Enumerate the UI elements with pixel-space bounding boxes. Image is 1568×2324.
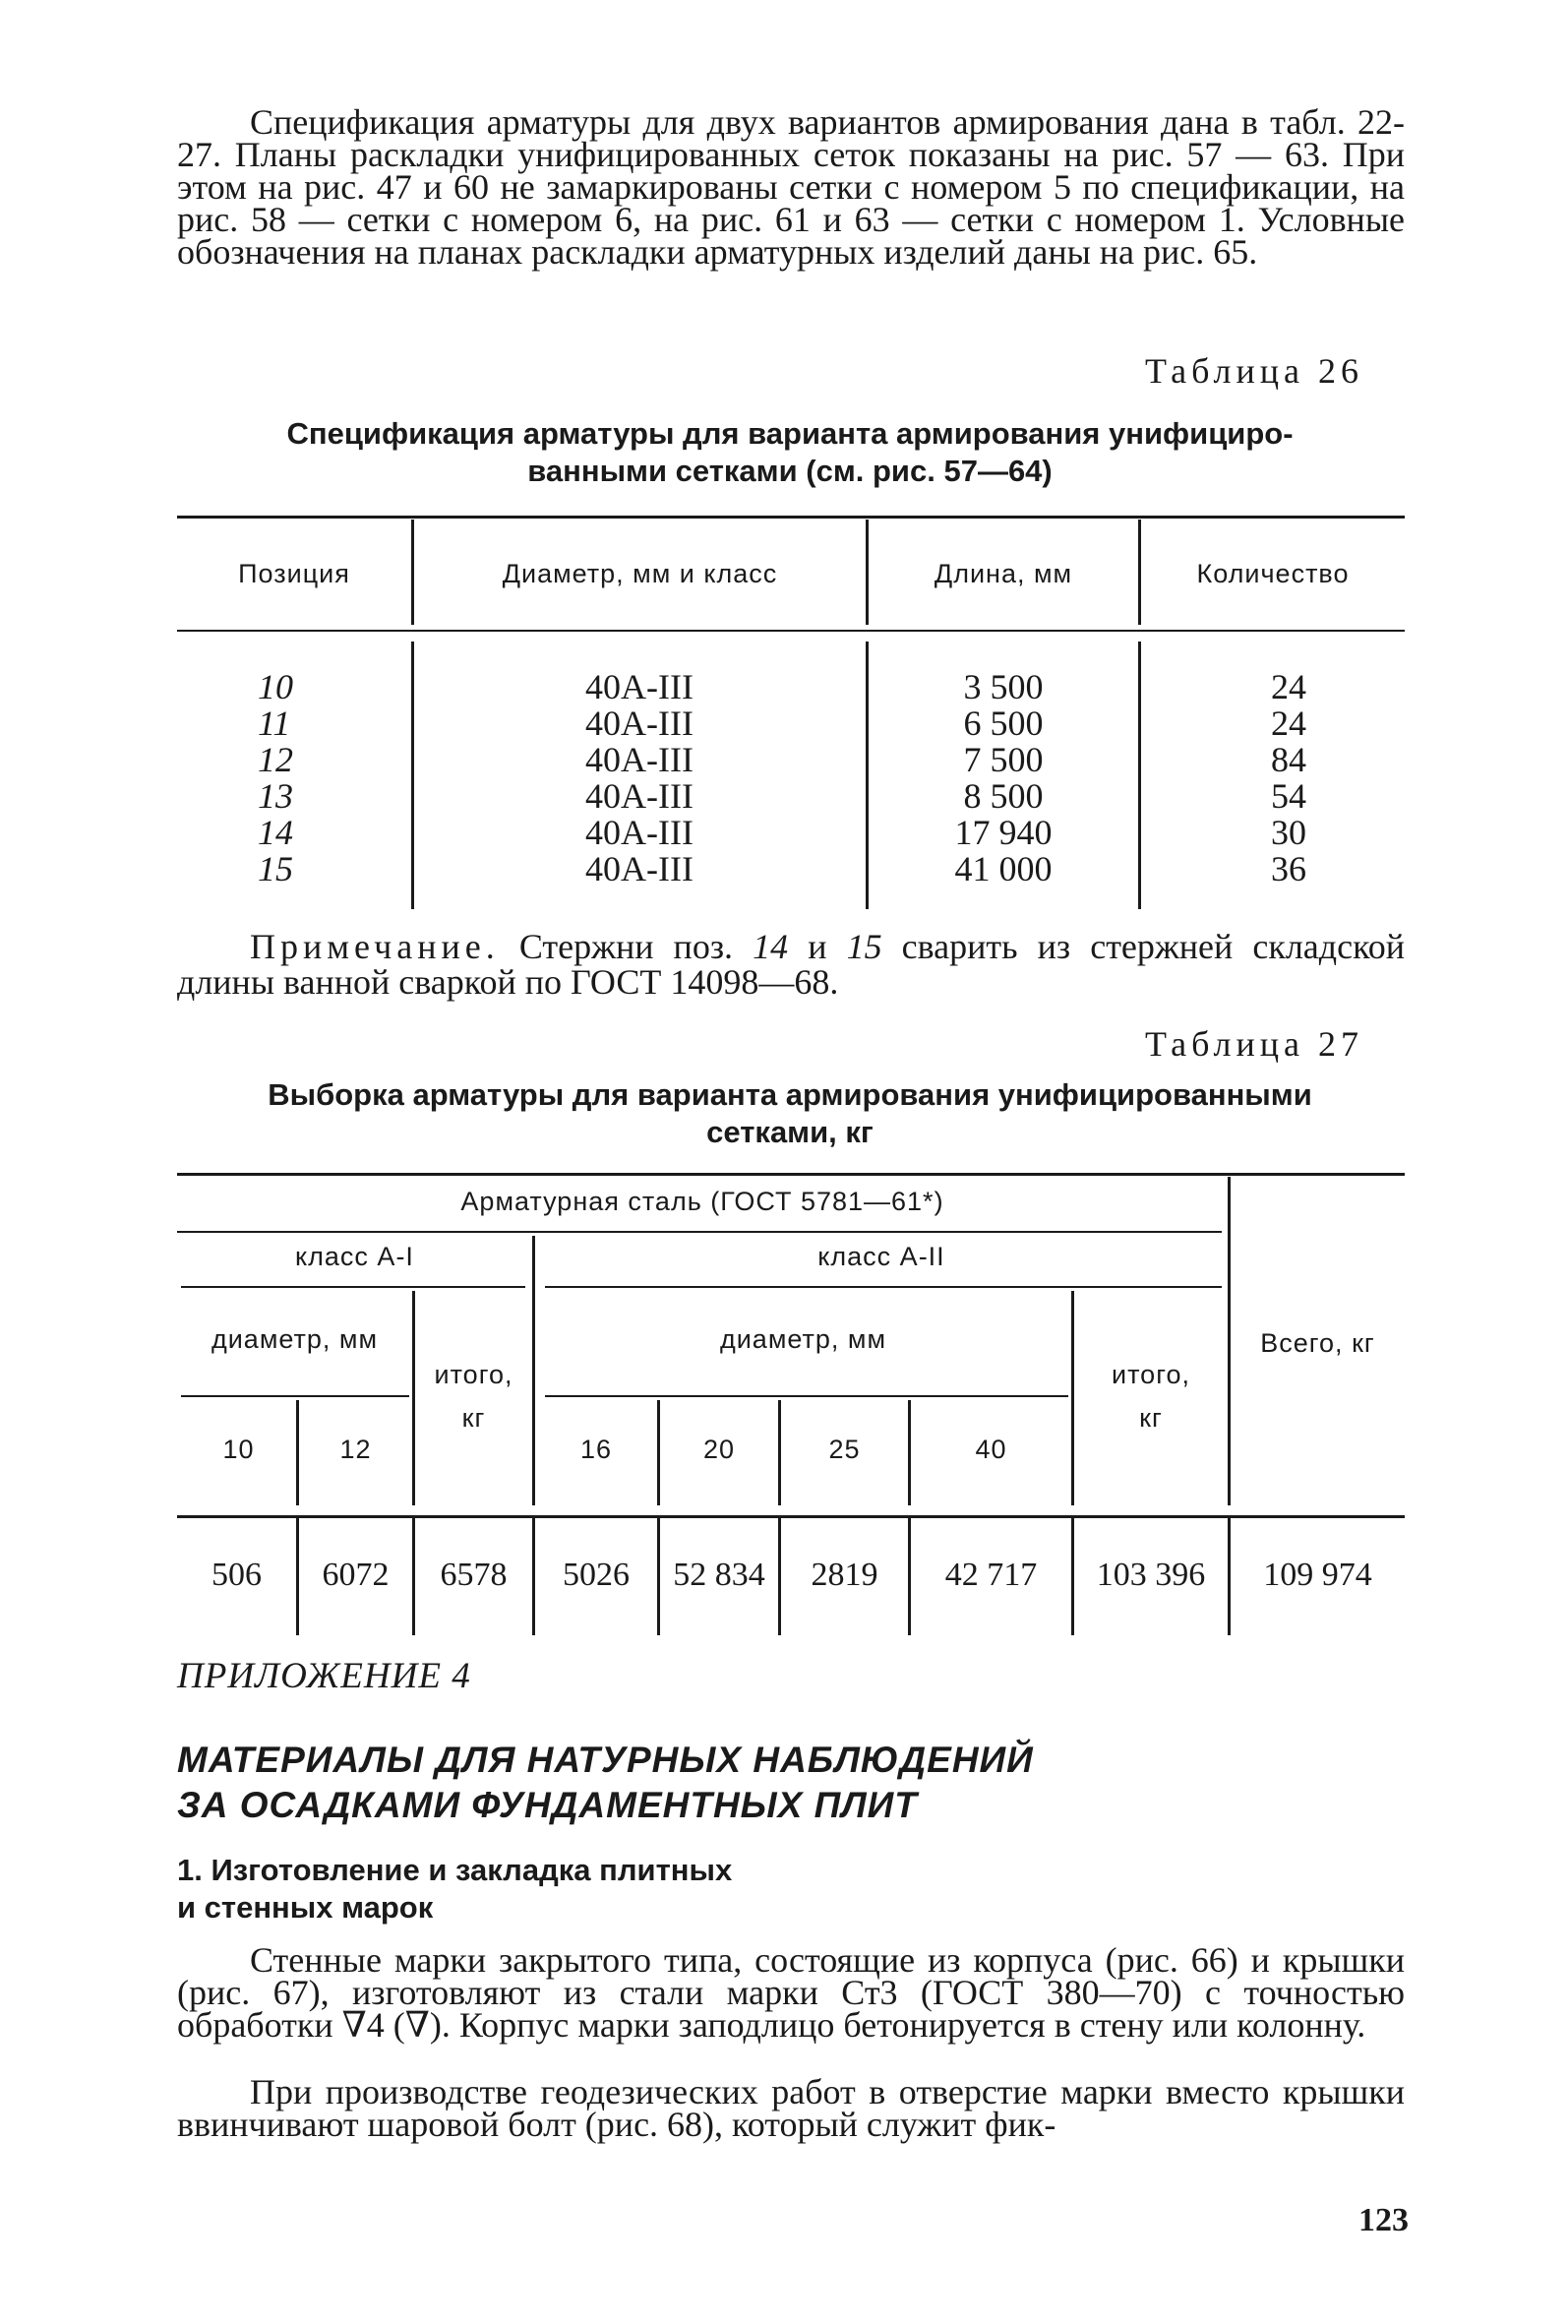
table27-diameter-12: 12 [339,1435,372,1464]
table27-header-grand-total: Всего, кг [1260,1328,1375,1358]
note-position-ref: 14 [753,927,789,966]
table26-cell-length: 41 000 [954,849,1053,888]
table26-cell-position: 14 [258,813,293,852]
table26-header-position: Позиция [238,559,350,588]
table27-diameter-16: 16 [579,1435,613,1464]
table26-header-quantity: Количество [1196,559,1350,588]
table26-top-rule [177,516,1405,519]
table27-header-total1-unit: кг [461,1403,486,1433]
table26-cell-diameter: 40А-III [585,703,694,743]
table27-caption-line1: Выборка арматуры для варианта армирования унифицированными [268,1077,1312,1112]
table27-vline [412,1291,415,1505]
table26-cell-position: 10 [258,667,293,706]
table26-cell-position: 13 [258,776,293,816]
table27-rule [181,1395,409,1397]
table27-header-steel: Арматурная сталь (ГОСТ 5781—61*) [460,1187,944,1216]
table26-length-column [885,669,1121,887]
table26-note [177,929,1405,1000]
table27-header-class1: класс А-I [295,1242,414,1271]
page-number: 123 [1358,2202,1409,2238]
table26-diameter-column [492,669,787,887]
table26-cell-diameter: 40А-III [585,776,694,816]
table26-position-column [258,669,307,887]
table27-value-a1-10: 506 [211,1557,262,1593]
table26-cell-position: 11 [258,703,291,743]
table27-diameter-10: 10 [222,1435,255,1464]
table26-cell-length: 3 500 [963,667,1044,706]
table26-cell-diameter: 40А-III [585,849,694,888]
table27-value-a1-12: 6072 [322,1557,390,1593]
section-heading [177,1738,1034,1828]
table27-value-a2-25: 2819 [811,1557,878,1593]
table26-vline [411,642,414,909]
table27-diameter-25: 25 [828,1435,861,1464]
table27-header-rule [177,1515,1405,1518]
table26-cell-quantity: 84 [1271,740,1306,779]
table26-label: Таблица 26 [1145,351,1363,391]
section-heading-line2: ЗА ОСАДКАМИ ФУНДАМЕНТНЫХ ПЛИТ [177,1785,918,1825]
table27-rule [545,1286,1222,1288]
section-heading-line1: МАТЕРИАЛЫ ДЛЯ НАТУРНЫХ НАБЛЮДЕНИЙ [177,1740,1034,1780]
intro-paragraph: Спецификация арматуры для двух вариантов армирования дана в табл. 22-27. Планы раскладки унифицированных сеток показаны на рис. 57 — 63. При этом на рис. 47 и 60 не замаркированы сетки с номером 5 по спецификации, на рис. 58 — сетки с номером 6, на рис. 61 и 63 — сетки с номером 1. Условные обозначения на планах раскладки арматурных изделий даны на рис. 65. [177,102,1405,272]
table26-cell-quantity: 30 [1271,813,1306,852]
table27-caption-line2: сетками, кг [706,1115,874,1149]
table27-value-a2-total: 103 396 [1096,1557,1206,1593]
table26-cell-quantity: 36 [1271,849,1306,888]
table27-header-diameter2: диаметр, мм [719,1324,887,1354]
appendix-title: ПРИЛОЖЕНИЕ 4 [177,1656,471,1696]
table26-caption-line2: ванными сетками (см. рис. 57—64) [527,454,1053,488]
table26-vline [866,642,869,909]
subsection-heading-line2: и стенных марок [177,1890,434,1925]
table26-header-rule [177,630,1405,632]
table26-vline [1138,642,1141,909]
table27-header-diameter1: диаметр, мм [211,1324,379,1354]
table27-vline [1071,1291,1074,1505]
table26-caption-line1: Спецификация арматуры для варианта армирования унифициро- [286,416,1294,451]
table27-diameter-20: 20 [702,1435,736,1464]
table27-header-total2: итого, [1112,1360,1190,1389]
table26-header-length: Длина, мм [934,559,1073,588]
table27-value-a2-20: 52 834 [673,1557,765,1593]
note-position-ref: 15 [846,927,882,966]
subsection-heading-line1: 1. Изготовление и закладка плитных [177,1853,733,1887]
table26-caption [173,415,1407,490]
table27-diameter-40: 40 [975,1435,1007,1464]
note-text: и [788,927,847,966]
table27-caption [173,1076,1407,1151]
table26-header-diameter: Диаметр, мм и класс [502,559,778,588]
table27-rule [545,1395,1068,1397]
table26-cell-length: 6 500 [963,703,1044,743]
table27-value-a2-16: 5026 [563,1557,630,1593]
table27-value-a1-total: 6578 [440,1557,508,1593]
table27-header-total1: итого, [434,1360,513,1389]
table26-cell-diameter: 40А-III [585,667,694,706]
table27-value-grand-total: 109 974 [1263,1557,1372,1593]
table27-header-class2: класс А-II [817,1242,945,1271]
body-paragraph: При производстве геодезических работ в отверстие марки вместо крышки ввинчивают шаровой болт (рис. 68), который служит фик- [177,2072,1405,2144]
table27-value-a2-40: 42 717 [944,1557,1038,1593]
table26-cell-quantity: 24 [1271,703,1306,743]
note-label: Примечание. [250,927,500,966]
table27-top-rule [177,1173,1405,1176]
table26-cell-quantity: 54 [1271,776,1306,816]
table27-header-total2-unit: кг [1139,1403,1163,1433]
table27-label: Таблица 27 [1145,1024,1363,1064]
table26-cell-position: 12 [258,740,293,779]
table26-cell-quantity: 24 [1271,667,1306,706]
table26-quantity-column [1180,669,1397,887]
table26-cell-length: 7 500 [963,740,1044,779]
table26-cell-position: 15 [258,849,293,888]
body-paragraph: Стенные марки закрытого типа, состоящие из корпуса (рис. 66) и крышки (рис. 67), изготовляют из стали марки Ст3 (ГОСТ 380—70) с точностью обработки ∇4 (∇). Корпус марки заподлицо бетонируется в стену или колонну. [177,1940,1405,2045]
table26-cell-length: 8 500 [963,776,1044,816]
table27-rule [181,1286,525,1288]
subsection-heading [177,1852,732,1926]
note-text: сварить из стержней складской длины ванной сваркой по ГОСТ 14098—68. [177,927,1406,1002]
table26-cell-diameter: 40А-III [585,813,694,852]
table26-cell-length: 17 940 [954,813,1053,852]
note-text: Стержни поз. [499,927,754,966]
table26-cell-diameter: 40А-III [585,740,694,779]
table27-rule [177,1231,1222,1233]
